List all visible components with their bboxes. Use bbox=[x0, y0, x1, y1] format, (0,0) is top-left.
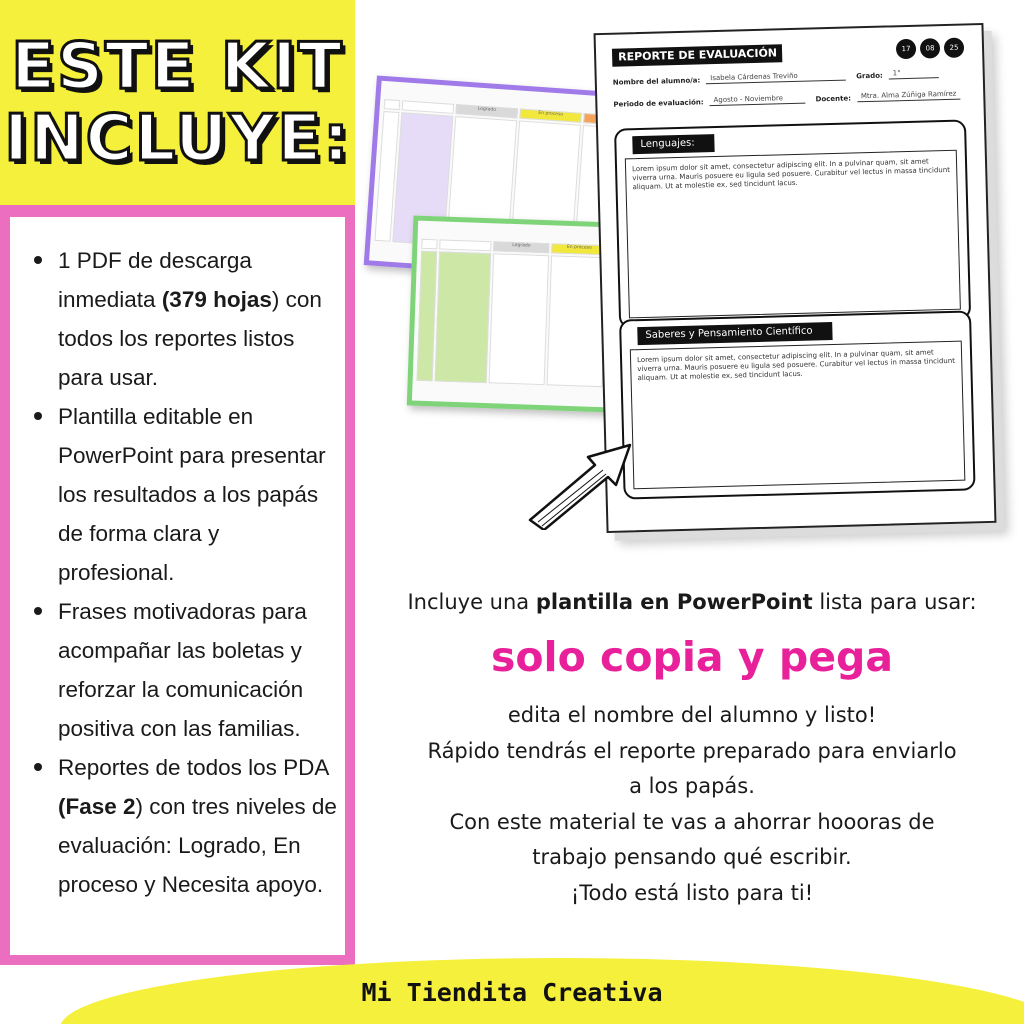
date-day: 17 bbox=[896, 39, 917, 60]
section-title: Lenguajes: bbox=[632, 134, 715, 154]
section-title: Saberes y Pensamiento Científico bbox=[637, 322, 833, 345]
description-line: edita el nombre del alumno y listo! bbox=[507, 703, 877, 727]
brand-name: Mi Tiendita Creativa bbox=[361, 978, 663, 1007]
rubric-col-proceso: En proceso bbox=[551, 243, 607, 255]
section-lenguajes bbox=[614, 119, 971, 328]
description-line: ¡Todo está listo para ti! bbox=[570, 880, 814, 905]
rubric-col-proceso: En proceso bbox=[519, 109, 582, 123]
list-item: Plantilla editable en PowerPoint para presentar los resultados a los papás de forma clara y profesional. bbox=[32, 397, 337, 592]
feature-list bbox=[10, 217, 345, 904]
section-saberes bbox=[619, 310, 976, 499]
description-line: Con este material te vas a ahorrar hoooras de bbox=[449, 809, 935, 834]
list-item: Reportes de todos los PDA (Fase 2) con tres niveles de evaluación: Logrado, En proceso y Necesita apoyo. bbox=[32, 748, 337, 904]
description-line: trabajo pensando qué escribir. bbox=[532, 845, 852, 869]
title-banner bbox=[0, 0, 355, 205]
report-title: REPORTE DE EVALUACIÓN bbox=[612, 44, 782, 66]
section-text: Lorem ipsum dolor sit amet, consectetur adipiscing elit. In a pulvinar quam, sit amet viverra urna. Mauris posuere eu ligula sed posuere. Curabitur vel lectus in massa tincidunt aliquam. Ut at molestie ex, sed tincidunt lacus. bbox=[636, 348, 956, 383]
report-date bbox=[896, 37, 965, 59]
rubric-col-logrado: Logrado bbox=[455, 104, 518, 118]
description-line: Rápido tendrás el reporte preparado para enviarlo bbox=[427, 738, 957, 763]
title-line-2: INCLUYE: bbox=[4, 101, 351, 176]
description bbox=[360, 698, 1024, 911]
section-text-box bbox=[630, 341, 966, 490]
list-item: Frases motivadoras para acompañar las boletas y reforzar la comunicación positiva con las familias. bbox=[32, 592, 337, 748]
slogan: solo copia y pega bbox=[490, 633, 894, 681]
report-page bbox=[594, 23, 997, 533]
product-mockup bbox=[360, 0, 1024, 580]
description-line: a los papás. bbox=[629, 774, 755, 798]
section-text-box bbox=[625, 150, 961, 319]
list-item: 1 PDF de descarga inmediata (379 hojas) con todos los reportes listos para usar. bbox=[32, 241, 337, 397]
period-value: Agosto - Noviembre bbox=[709, 94, 805, 107]
title-line-1: ESTE KIT bbox=[11, 29, 344, 104]
date-year: 25 bbox=[944, 37, 965, 58]
teacher-name: Mtra. Alma Zúñiga Ramírez bbox=[857, 90, 961, 103]
feature-list-panel bbox=[0, 205, 355, 965]
date-month: 08 bbox=[920, 38, 941, 59]
section-text: Lorem ipsum dolor sit amet, consectetur adipiscing elit. In a pulvinar quam, sit amet viverra urna. Mauris posuere eu ligula sed posuere. Curabitur vel lectus in massa tincidunt aliquam. Ut at molestie ex, sed tincidunt lacus. bbox=[631, 157, 951, 192]
arrow-icon bbox=[520, 430, 650, 530]
student-name: Isabela Cárdenas Treviño bbox=[706, 71, 846, 85]
period-row: Periodo de evaluación: Agosto - Noviembre Docente: Mtra. Alma Zúñiga Ramírez bbox=[613, 89, 970, 108]
rubric-col-logrado: Logrado bbox=[493, 241, 549, 253]
grade-value: 1° bbox=[889, 68, 939, 79]
student-row: Nombre del alumno/a: Isabela Cárdenas Treviño Grado: 1° bbox=[613, 68, 949, 87]
intro-text: Incluye una plantilla en PowerPoint lista para usar: bbox=[407, 590, 977, 614]
